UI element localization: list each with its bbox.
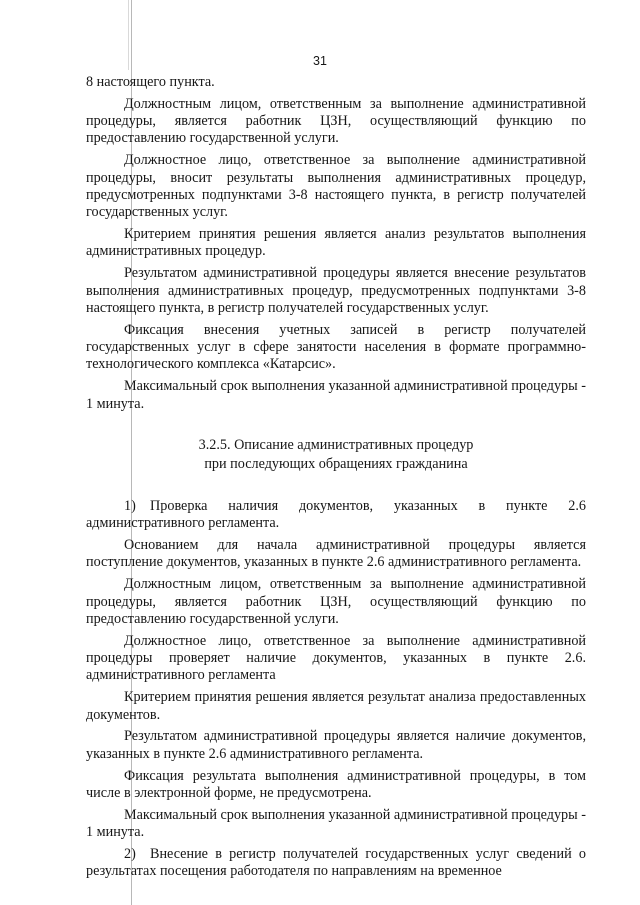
section-heading-line-1: 3.2.5. Описание административных процедур [198, 436, 474, 453]
document-body [86, 74, 586, 885]
paragraph: 2) Внесение в регистр получателей государственных услуг сведений о результатах посещения работодателя по направлениям на временное [86, 846, 586, 880]
section-heading-line-2: при последующих обращениях гражданина [204, 455, 468, 472]
paragraph: Должностное лицо, ответственное за выполнение административной процедуры, вносит результаты выполнения административных процедур, предусмотренных подпунктами 3-8 настоящего пункта, в регистр получателей государственных услуг. [86, 152, 586, 221]
paragraph: Основанием для начала административной процедуры является поступление документов, указанных в пункте 2.6 административного регламента. [86, 537, 586, 571]
section-heading [86, 436, 586, 474]
paragraph: Фиксация результата выполнения административной процедуры, в том числе в электронной форме, не предусмотрена. [86, 767, 586, 801]
paragraph: Критерием принятия решения является анализ результатов выполнения административных процедур. [86, 226, 586, 260]
page-number: 31 [313, 54, 327, 68]
paragraph: Должностным лицом, ответственным за выполнение административной процедуры, является работник ЦЗН, осуществляющий функцию по предоставлению государственной услуги. [86, 576, 586, 627]
paragraph: Результатом административной процедуры является наличие документов, указанных в пункте 2.6 административного регламента. [86, 728, 586, 762]
paragraph-group-top [86, 74, 586, 413]
paragraph: 8 настоящего пункта. [86, 74, 215, 90]
paragraph: Фиксация внесения учетных записей в регистр получателей государственных услуг в сфере занятости населения в формате программно-технологического комплекса «Катарсис». [86, 321, 586, 373]
paragraph: 1) Проверка наличия документов, указанных в пункте 2.6 административного регламента. [86, 497, 586, 532]
paragraph-group-bottom [86, 498, 586, 881]
paragraph: Максимальный срок выполнения указанной административной процедуры - 1 минута. [86, 806, 586, 841]
paragraph: Критерием принятия решения является результат анализа предоставленных документов. [86, 689, 586, 723]
paragraph: Максимальный срок выполнения указанной административной процедуры - 1 минута. [86, 378, 586, 412]
paragraph: Должностным лицом, ответственным за выполнение административной процедуры, является работник ЦЗН, осуществляющий функцию по предоставлению государственной услуги. [86, 95, 586, 147]
paragraph: Должностное лицо, ответственное за выполнение административной процедуры проверяет наличие документов, указанных в пункте 2.6. административного регламента [86, 632, 586, 684]
paragraph: Результатом административной процедуры является внесение результатов выполнения административных процедур, предусмотренных подпунктами 3-8 настоящего пункта, в регистр получателей государственных услуг. [86, 265, 586, 316]
